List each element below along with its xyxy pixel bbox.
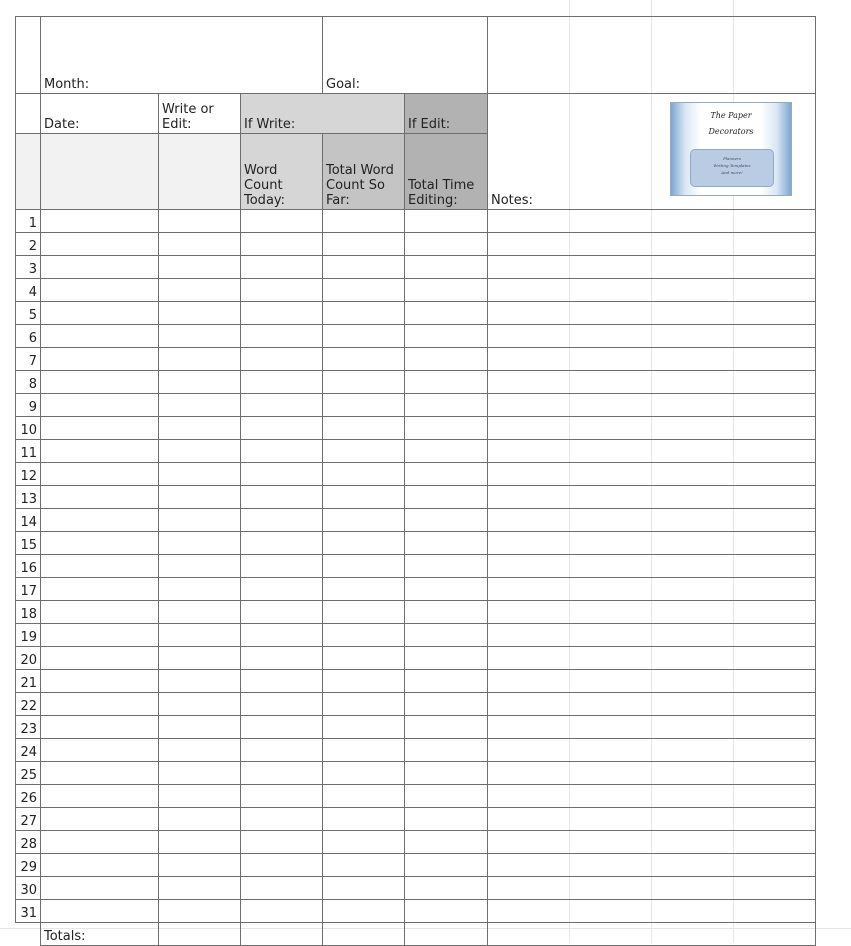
day-row — [16, 900, 816, 923]
date-cell[interactable] — [41, 624, 159, 647]
write-edit-cell[interactable] — [159, 394, 241, 417]
date-cell[interactable] — [41, 877, 159, 900]
write-edit-cell[interactable] — [159, 578, 241, 601]
word-count-cell[interactable] — [241, 808, 323, 831]
day-row — [16, 509, 816, 532]
word-count-cell[interactable] — [241, 256, 323, 279]
notes-cell[interactable] — [488, 854, 816, 877]
goal-label: Goal: — [323, 17, 405, 94]
day-row — [16, 601, 816, 624]
write-edit-cell[interactable] — [159, 325, 241, 348]
day-number: 16 — [16, 555, 41, 578]
notes-cell[interactable] — [488, 279, 816, 302]
write-edit-cell[interactable] — [159, 417, 241, 440]
day-row — [16, 785, 816, 808]
day-number: 29 — [16, 854, 41, 877]
time-editing-cell[interactable] — [405, 440, 488, 463]
day-row — [16, 417, 816, 440]
day-row — [16, 302, 816, 325]
total-word-count-cell[interactable] — [323, 210, 405, 233]
notes-cell[interactable] — [488, 348, 816, 371]
day-number: 14 — [16, 509, 41, 532]
word-count-cell[interactable] — [241, 831, 323, 854]
totals-time-editing-cell[interactable] — [405, 923, 488, 946]
write-edit-cell[interactable] — [159, 463, 241, 486]
date-cell[interactable] — [41, 256, 159, 279]
total-word-count-cell[interactable] — [323, 762, 405, 785]
word-count-cell[interactable] — [241, 371, 323, 394]
time-editing-cell[interactable] — [405, 256, 488, 279]
date-cell[interactable] — [41, 578, 159, 601]
date-cell[interactable] — [41, 325, 159, 348]
time-editing-cell[interactable] — [405, 486, 488, 509]
time-editing-cell[interactable] — [405, 900, 488, 923]
total-word-count-cell[interactable] — [323, 509, 405, 532]
row-header-blank — [16, 94, 41, 134]
day-number: 8 — [16, 371, 41, 394]
date-cell[interactable] — [41, 900, 159, 923]
date-cell[interactable] — [41, 348, 159, 371]
total-word-count-cell[interactable] — [323, 256, 405, 279]
logo-title-line1: The Paper — [710, 111, 752, 120]
time-editing-cell[interactable] — [405, 762, 488, 785]
word-count-cell[interactable] — [241, 854, 323, 877]
write-edit-cell[interactable] — [159, 509, 241, 532]
write-edit-column-header — [159, 134, 241, 210]
word-count-today-header: Word Count Today: — [241, 134, 323, 210]
totals-notes-cell[interactable] — [488, 923, 816, 946]
total-word-count-cell[interactable] — [323, 877, 405, 900]
time-editing-cell[interactable] — [405, 233, 488, 256]
day-row — [16, 831, 816, 854]
totals-write-edit-cell[interactable] — [159, 923, 241, 946]
time-editing-cell[interactable] — [405, 509, 488, 532]
date-cell[interactable] — [41, 302, 159, 325]
word-count-cell[interactable] — [241, 900, 323, 923]
word-count-cell[interactable] — [241, 394, 323, 417]
word-count-cell[interactable] — [241, 877, 323, 900]
day-number: 24 — [16, 739, 41, 762]
time-editing-cell[interactable] — [405, 877, 488, 900]
notes-cell[interactable] — [488, 210, 816, 233]
total-word-count-cell[interactable] — [323, 348, 405, 371]
write-edit-cell[interactable] — [159, 785, 241, 808]
day-number: 22 — [16, 693, 41, 716]
day-row — [16, 394, 816, 417]
time-editing-cell[interactable] — [405, 417, 488, 440]
notes-cell[interactable] — [488, 417, 816, 440]
time-editing-cell[interactable] — [405, 210, 488, 233]
date-cell[interactable] — [41, 233, 159, 256]
write-edit-cell[interactable] — [159, 348, 241, 371]
notes-cell[interactable] — [488, 233, 816, 256]
day-row — [16, 210, 816, 233]
write-edit-cell[interactable] — [159, 371, 241, 394]
date-label: Date: — [41, 94, 159, 134]
word-count-cell[interactable] — [241, 578, 323, 601]
if-write-spacer — [323, 94, 405, 134]
totals-label: Totals: — [41, 923, 159, 946]
write-edit-cell[interactable] — [159, 601, 241, 624]
time-editing-cell[interactable] — [405, 555, 488, 578]
time-editing-cell[interactable] — [405, 716, 488, 739]
day-row — [16, 877, 816, 900]
day-number: 19 — [16, 624, 41, 647]
write-edit-cell[interactable] — [159, 693, 241, 716]
day-row — [16, 693, 816, 716]
time-editing-cell[interactable] — [405, 325, 488, 348]
day-row — [16, 762, 816, 785]
date-cell[interactable] — [41, 693, 159, 716]
logo-title-line2: Decorators — [708, 127, 754, 136]
total-word-count-cell[interactable] — [323, 624, 405, 647]
total-word-count-cell[interactable] — [323, 693, 405, 716]
word-count-cell[interactable] — [241, 302, 323, 325]
notes-cell[interactable] — [488, 578, 816, 601]
notes-cell[interactable] — [488, 371, 816, 394]
word-count-cell[interactable] — [241, 486, 323, 509]
time-editing-cell[interactable] — [405, 670, 488, 693]
total-word-count-header: Total Word Count So Far: — [323, 134, 405, 210]
day-number: 21 — [16, 670, 41, 693]
notes-cell[interactable] — [488, 831, 816, 854]
if-edit-label: If Edit: — [405, 94, 488, 134]
word-count-cell[interactable] — [241, 233, 323, 256]
word-count-cell[interactable] — [241, 739, 323, 762]
logo-tagline-box — [690, 149, 774, 187]
time-editing-cell[interactable] — [405, 302, 488, 325]
notes-cell[interactable] — [488, 670, 816, 693]
time-editing-cell[interactable] — [405, 578, 488, 601]
date-cell[interactable] — [41, 716, 159, 739]
notes-cell[interactable] — [488, 716, 816, 739]
date-cell[interactable] — [41, 555, 159, 578]
time-editing-cell[interactable] — [405, 348, 488, 371]
day-number: 5 — [16, 302, 41, 325]
day-number: 6 — [16, 325, 41, 348]
notes-cell[interactable] — [488, 877, 816, 900]
day-number: 30 — [16, 877, 41, 900]
paper-decorators-logo — [670, 102, 792, 196]
date-cell[interactable] — [41, 831, 159, 854]
word-count-cell[interactable] — [241, 716, 323, 739]
time-editing-cell[interactable] — [405, 371, 488, 394]
date-cell[interactable] — [41, 739, 159, 762]
date-cell[interactable] — [41, 210, 159, 233]
write-or-edit-label: Write or Edit: — [159, 94, 241, 134]
notes-cell[interactable] — [488, 693, 816, 716]
total-word-count-cell[interactable] — [323, 486, 405, 509]
day-number: 11 — [16, 440, 41, 463]
notes-cell[interactable] — [488, 302, 816, 325]
day-row — [16, 624, 816, 647]
total-word-count-cell[interactable] — [323, 233, 405, 256]
word-count-cell[interactable] — [241, 279, 323, 302]
logo-tagline-3: And more! — [721, 170, 743, 175]
date-cell[interactable] — [41, 463, 159, 486]
total-word-count-cell[interactable] — [323, 325, 405, 348]
corner-cell — [16, 17, 41, 94]
write-edit-cell[interactable] — [159, 624, 241, 647]
notes-cell[interactable] — [488, 647, 816, 670]
date-cell[interactable] — [41, 486, 159, 509]
day-row — [16, 670, 816, 693]
day-row — [16, 233, 816, 256]
time-editing-cell[interactable] — [405, 279, 488, 302]
logo-tagline-1: Planners — [723, 156, 741, 161]
day-row — [16, 348, 816, 371]
day-number: 9 — [16, 394, 41, 417]
time-editing-cell[interactable] — [405, 739, 488, 762]
date-cell[interactable] — [41, 762, 159, 785]
write-edit-cell[interactable] — [159, 716, 241, 739]
time-editing-cell[interactable] — [405, 394, 488, 417]
day-number: 20 — [16, 647, 41, 670]
time-editing-cell[interactable] — [405, 463, 488, 486]
write-edit-cell[interactable] — [159, 762, 241, 785]
day-row — [16, 371, 816, 394]
word-count-cell[interactable] — [241, 601, 323, 624]
write-edit-cell[interactable] — [159, 808, 241, 831]
word-count-cell[interactable] — [241, 532, 323, 555]
date-cell[interactable] — [41, 371, 159, 394]
day-number: 28 — [16, 831, 41, 854]
notes-cell[interactable] — [488, 785, 816, 808]
total-word-count-cell[interactable] — [323, 785, 405, 808]
word-count-cell[interactable] — [241, 463, 323, 486]
write-edit-cell[interactable] — [159, 210, 241, 233]
date-cell[interactable] — [41, 601, 159, 624]
total-word-count-cell[interactable] — [323, 532, 405, 555]
day-number: 12 — [16, 463, 41, 486]
date-cell[interactable] — [41, 670, 159, 693]
notes-cell[interactable] — [488, 394, 816, 417]
notes-cell[interactable] — [488, 739, 816, 762]
day-number: 25 — [16, 762, 41, 785]
day-number: 10 — [16, 417, 41, 440]
time-editing-cell[interactable] — [405, 785, 488, 808]
month-label: Month: — [41, 17, 159, 94]
day-number: 15 — [16, 532, 41, 555]
write-edit-cell[interactable] — [159, 854, 241, 877]
day-row — [16, 440, 816, 463]
if-write-label: If Write: — [241, 94, 323, 134]
notes-cell[interactable] — [488, 509, 816, 532]
time-editing-cell[interactable] — [405, 808, 488, 831]
notes-cell[interactable] — [488, 486, 816, 509]
notes-cell[interactable] — [488, 555, 816, 578]
day-number: 2 — [16, 233, 41, 256]
notes-cell[interactable] — [488, 440, 816, 463]
day-number: 31 — [16, 900, 41, 923]
day-row — [16, 463, 816, 486]
word-count-cell[interactable] — [241, 785, 323, 808]
notes-cell[interactable] — [488, 762, 816, 785]
notes-cell[interactable] — [488, 256, 816, 279]
total-word-count-cell[interactable] — [323, 371, 405, 394]
total-word-count-cell[interactable] — [323, 417, 405, 440]
date-cell[interactable] — [41, 785, 159, 808]
date-cell[interactable] — [41, 509, 159, 532]
day-number: 7 — [16, 348, 41, 371]
time-editing-cell[interactable] — [405, 647, 488, 670]
notes-cell[interactable] — [488, 624, 816, 647]
date-cell[interactable] — [41, 440, 159, 463]
total-word-count-cell[interactable] — [323, 394, 405, 417]
date-cell[interactable] — [41, 647, 159, 670]
header-row-month-goal — [16, 17, 816, 94]
row-header-blank-2 — [16, 134, 41, 210]
logo-tagline-2: Writing Templates — [713, 163, 751, 168]
day-row — [16, 578, 816, 601]
total-time-editing-header: Total Time Editing: — [405, 134, 488, 210]
word-count-cell[interactable] — [241, 440, 323, 463]
notes-cell[interactable] — [488, 601, 816, 624]
notes-cell[interactable] — [488, 808, 816, 831]
write-edit-cell[interactable] — [159, 256, 241, 279]
time-editing-cell[interactable] — [405, 532, 488, 555]
header-blank-cell — [488, 17, 816, 94]
date-cell[interactable] — [41, 532, 159, 555]
day-number: 17 — [16, 578, 41, 601]
day-row — [16, 739, 816, 762]
write-edit-cell[interactable] — [159, 279, 241, 302]
date-column-header — [41, 134, 159, 210]
word-count-cell[interactable] — [241, 325, 323, 348]
write-edit-cell[interactable] — [159, 670, 241, 693]
write-edit-cell[interactable] — [159, 739, 241, 762]
word-count-cell[interactable] — [241, 647, 323, 670]
day-row — [16, 716, 816, 739]
totals-row — [16, 923, 816, 946]
write-edit-cell[interactable] — [159, 900, 241, 923]
time-editing-cell[interactable] — [405, 854, 488, 877]
notes-cell[interactable] — [488, 463, 816, 486]
total-word-count-cell[interactable] — [323, 463, 405, 486]
word-count-cell[interactable] — [241, 762, 323, 785]
notes-cell[interactable] — [488, 325, 816, 348]
total-word-count-cell[interactable] — [323, 900, 405, 923]
totals-total-word-cell[interactable] — [323, 923, 405, 946]
day-row — [16, 647, 816, 670]
day-row — [16, 555, 816, 578]
word-count-cell[interactable] — [241, 417, 323, 440]
day-row — [16, 256, 816, 279]
write-edit-cell[interactable] — [159, 877, 241, 900]
month-value-cell[interactable] — [159, 17, 241, 94]
total-word-count-cell[interactable] — [323, 854, 405, 877]
total-word-count-cell[interactable] — [323, 670, 405, 693]
day-row — [16, 532, 816, 555]
date-cell[interactable] — [41, 417, 159, 440]
time-editing-cell[interactable] — [405, 693, 488, 716]
total-word-count-cell[interactable] — [323, 440, 405, 463]
time-editing-cell[interactable] — [405, 624, 488, 647]
goal-value-cell[interactable] — [405, 17, 488, 94]
word-count-cell[interactable] — [241, 624, 323, 647]
day-row — [16, 486, 816, 509]
word-count-cell[interactable] — [241, 210, 323, 233]
date-cell[interactable] — [41, 279, 159, 302]
time-editing-cell[interactable] — [405, 601, 488, 624]
write-edit-cell[interactable] — [159, 302, 241, 325]
word-count-cell[interactable] — [241, 693, 323, 716]
day-number: 26 — [16, 785, 41, 808]
total-word-count-cell[interactable] — [323, 555, 405, 578]
day-number: 18 — [16, 601, 41, 624]
notes-cell[interactable] — [488, 532, 816, 555]
day-number: 27 — [16, 808, 41, 831]
day-row — [16, 279, 816, 302]
write-edit-cell[interactable] — [159, 233, 241, 256]
date-cell[interactable] — [41, 854, 159, 877]
total-word-count-cell[interactable] — [323, 601, 405, 624]
date-cell[interactable] — [41, 394, 159, 417]
notes-cell[interactable] — [488, 900, 816, 923]
day-number: 13 — [16, 486, 41, 509]
word-count-cell[interactable] — [241, 348, 323, 371]
date-cell[interactable] — [41, 808, 159, 831]
write-edit-cell[interactable] — [159, 555, 241, 578]
total-word-count-cell[interactable] — [323, 739, 405, 762]
month-value-cell-2[interactable] — [241, 17, 323, 94]
notes-label: Notes: — [488, 94, 816, 210]
total-word-count-cell[interactable] — [323, 716, 405, 739]
total-word-count-cell[interactable] — [323, 578, 405, 601]
day-row — [16, 325, 816, 348]
time-editing-cell[interactable] — [405, 831, 488, 854]
write-edit-cell[interactable] — [159, 486, 241, 509]
day-row — [16, 808, 816, 831]
day-number: 1 — [16, 210, 41, 233]
write-edit-cell[interactable] — [159, 440, 241, 463]
total-word-count-cell[interactable] — [323, 302, 405, 325]
total-word-count-cell[interactable] — [323, 279, 405, 302]
write-edit-cell[interactable] — [159, 831, 241, 854]
total-word-count-cell[interactable] — [323, 647, 405, 670]
day-number: 4 — [16, 279, 41, 302]
write-edit-cell[interactable] — [159, 532, 241, 555]
day-number: 23 — [16, 716, 41, 739]
word-count-cell[interactable] — [241, 509, 323, 532]
total-word-count-cell[interactable] — [323, 808, 405, 831]
totals-row-header — [16, 923, 41, 946]
word-count-cell[interactable] — [241, 670, 323, 693]
total-word-count-cell[interactable] — [323, 831, 405, 854]
totals-word-count-cell[interactable] — [241, 923, 323, 946]
day-row — [16, 854, 816, 877]
day-number: 3 — [16, 256, 41, 279]
write-edit-cell[interactable] — [159, 647, 241, 670]
word-count-cell[interactable] — [241, 555, 323, 578]
